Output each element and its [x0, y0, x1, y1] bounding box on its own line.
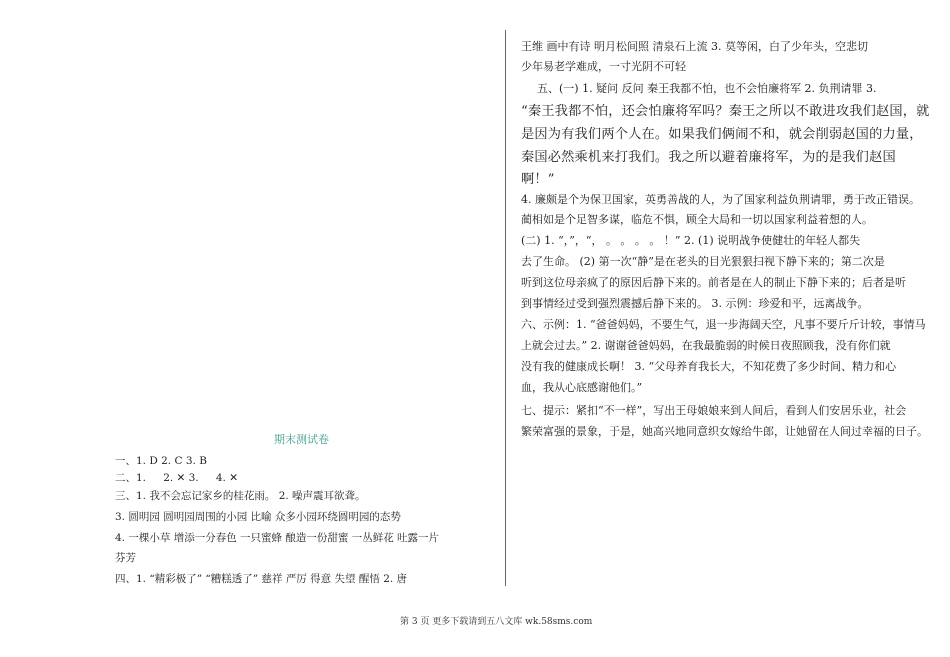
answer-line: 听到这位母亲疯了的原因后静下来的。前者是在人的制止下静下来的；后者是听 — [521, 276, 906, 289]
answer-line: 一、1. D 2. C 3. B — [115, 455, 207, 467]
quote-line: 秦国必然乘机来打我们。我之所以避着廉将军，为的是我们赵国 — [521, 150, 896, 165]
answer-line: 繁荣富强的景象，于是，她高兴地同意织女嫁给牛郎，让她留在人间过幸福的日子。 — [521, 425, 928, 438]
answer-line: 少年易老学难成，一寸光阴不可轻 — [521, 60, 686, 73]
answer-line: (二) 1. “，”，“， 。 。 。 。 ！” 2. (1) 说明战争使健壮的年轻人都失 — [521, 234, 861, 247]
answer-line: 血，我从心底感谢他们。” — [521, 381, 643, 394]
answer-line: 上就会过去。” 2. 谢谢爸爸妈妈，在我最脆弱的时候日夜照顾我，没有你们就 — [521, 339, 891, 352]
answer-line: 二、1. 2. ✕ 3. 4. ✕ — [115, 472, 239, 484]
answer-line: 3. 圆明园 圆明园周围的小园 比喻 众多小园环绕圆明园的态势 — [115, 511, 401, 523]
quote-line: “秦王我都不怕，还会怕廉将军吗？秦王之所以不敢进攻我们赵国，就 — [521, 104, 930, 119]
page-footer: 第 3 页 更多下载请到五八文库 wk.58sms.com — [400, 617, 593, 627]
quote-line: 啊！” — [521, 172, 555, 187]
answer-line: 五、(一) 1. 疑问 反问 秦王我都不怕，也不会怕廉将军 2. 负荆请罪 3. — [537, 82, 877, 95]
answer-line: 蔺相如是个足智多谋，临危不惧，顾全大局和一切以国家利益着想的人。 — [521, 213, 873, 226]
quote-line: 是因为有我们两个人在。如果我们俩闹不和，就会削弱赵国的力量， — [521, 127, 923, 142]
exam-title: 期末测试卷 — [274, 433, 329, 446]
answer-line: 王维 画中有诗 明月松间照 清泉石上流 3. 莫等闲，白了少年头，空悲切 — [521, 40, 868, 53]
answer-line: 六、示例：1. “爸爸妈妈，不要生气，退一步海阔天空，凡事不要斤斤计较，事情马 — [521, 318, 926, 331]
answer-line: 到事情经过受到强烈震撼后静下来的。 3. 示例：珍爱和平，远离战争。 — [521, 297, 869, 310]
column-divider — [505, 30, 506, 586]
answer-line: 芬芳 — [115, 552, 136, 564]
answer-line: 三、1. 我不会忘记家乡的桂花雨。 2. 噪声震耳欲聋。 — [115, 490, 366, 502]
answer-line: 七、提示：紧扣“不一样”，写出王母娘娘来到人间后，看到人们安居乐业，社会 — [521, 404, 907, 417]
answer-line: 4. 廉颇是个为保卫国家，英勇善战的人，为了国家利益负荆请罪，勇于改正错误。 — [521, 193, 920, 206]
answer-line: 去了生命。 (2) 第一次“静”是在老头的目光狠狠扫视下静下来的；第二次是 — [521, 255, 885, 268]
answer-line: 4. 一棵小草 增添一分春色 一只蜜蜂 酿造一份甜蜜 一丛鲜花 吐露一片 — [115, 532, 440, 544]
answer-line: 四、1. “精彩极了” “糟糕透了” 慈祥 严厉 得意 失望 醒悟 2. 唐 — [115, 573, 408, 585]
answer-line: 没有我的健康成长啊！ 3. “父母养育我长大，不知花费了多少时间、精力和心 — [521, 360, 897, 373]
